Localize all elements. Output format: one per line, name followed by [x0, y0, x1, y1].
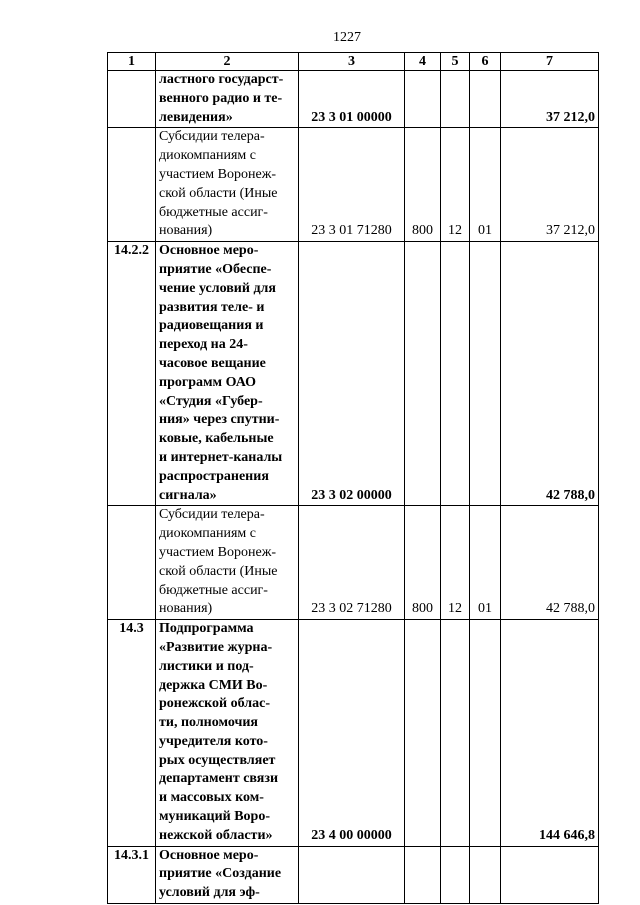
row-amount: 37 212,0 [501, 128, 599, 242]
row-col6 [470, 620, 501, 847]
row-amount: 42 788,0 [501, 242, 599, 506]
row-number [108, 128, 156, 242]
row-col4 [405, 242, 441, 506]
row-col4 [405, 620, 441, 847]
row-code: 23 3 01 71280 [299, 128, 405, 242]
row-code: 23 4 00 00000 [299, 620, 405, 847]
row-col5 [441, 846, 470, 903]
row-name: Субсидии телера- диокомпаниям с участием Воронеж- ской области (Иные бюджетные ассиг- нования) [156, 506, 299, 620]
row-name: Субсидии телера- диокомпаниям с участием Воронеж- ской области (Иные бюджетные ассиг- нования) [156, 128, 299, 242]
row-col4: 800 [405, 128, 441, 242]
row-col5 [441, 620, 470, 847]
row-amount [501, 846, 599, 903]
column-header: 3 [299, 53, 405, 71]
row-number [108, 71, 156, 128]
row-number: 14.2.2 [108, 242, 156, 506]
row-col5: 12 [441, 128, 470, 242]
row-col6: 01 [470, 128, 501, 242]
row-number [108, 506, 156, 620]
table-row [108, 846, 599, 903]
row-amount: 42 788,0 [501, 506, 599, 620]
column-header: 4 [405, 53, 441, 71]
page-number: 1227 [333, 30, 361, 45]
row-amount: 37 212,0 [501, 71, 599, 128]
row-col5 [441, 71, 470, 128]
column-header: 5 [441, 53, 470, 71]
column-header: 1 [108, 53, 156, 71]
table-row [108, 71, 599, 128]
table-header-row [108, 53, 599, 71]
table-row [108, 620, 599, 847]
row-number: 14.3 [108, 620, 156, 847]
row-col6 [470, 242, 501, 506]
row-col6 [470, 846, 501, 903]
row-code: 23 3 02 00000 [299, 242, 405, 506]
row-col5: 12 [441, 506, 470, 620]
column-header: 6 [470, 53, 501, 71]
row-col4 [405, 71, 441, 128]
row-code [299, 846, 405, 903]
row-name: Основное меро- приятие «Создание условий для эф- [156, 846, 299, 903]
row-code: 23 3 01 00000 [299, 71, 405, 128]
row-code: 23 3 02 71280 [299, 506, 405, 620]
table-row [108, 128, 599, 242]
row-amount: 144 646,8 [501, 620, 599, 847]
budget-table [107, 52, 599, 904]
row-name: Основное меро- приятие «Обеспе- чение условий для развития теле- и радиовещания и переход на 24- часовое вещание программ ОАО «Студия «Губер- ния» через спутни- ковые, кабельные и интернет-каналы распространения сигнала» [156, 242, 299, 506]
column-header: 2 [156, 53, 299, 71]
row-col4: 800 [405, 506, 441, 620]
row-col5 [441, 242, 470, 506]
row-number: 14.3.1 [108, 846, 156, 903]
row-col4 [405, 846, 441, 903]
row-name: ластного государст- венного радио и те- левидения» [156, 71, 299, 128]
table-row [108, 506, 599, 620]
row-name: Подпрограмма «Развитие журна- листики и под- держка СМИ Во- ронежской облас- ти, полномочия учредителя кото- рых осуществляет департамент связи и массовых ком- муникаций Воро- нежской области» [156, 620, 299, 847]
table-row [108, 242, 599, 506]
row-col6 [470, 71, 501, 128]
row-col6: 01 [470, 506, 501, 620]
column-header: 7 [501, 53, 599, 71]
